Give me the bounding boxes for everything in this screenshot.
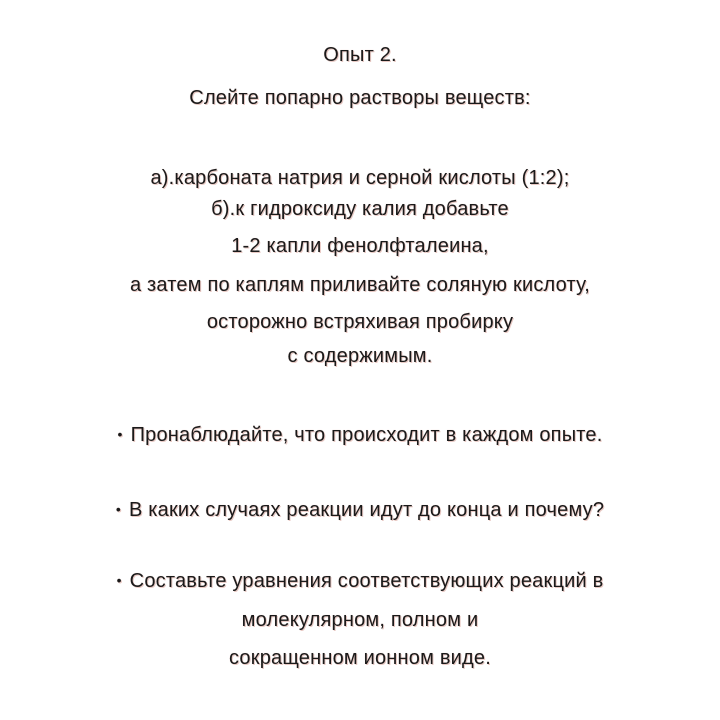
question-1 — [0, 422, 720, 449]
instruction-text: Слейте попарно растворы веществ: — [189, 87, 531, 109]
item-b-line3: а затем по каплям приливайте соляную кислоту, — [129, 274, 591, 296]
question-3-line2: молекулярном, полном и — [241, 609, 479, 631]
item-b-line1: б).к гидроксиду калия добавьте — [211, 198, 509, 220]
item-b-line2: 1-2 капли фенолфталеина, — [231, 235, 489, 257]
item-b-line4: осторожно встряхивая пробирку — [206, 311, 514, 333]
question-2 — [0, 497, 720, 524]
question-3-text: Составьте уравнения соответствующих реакций в — [129, 570, 604, 592]
item-b-line5: с содержимым. — [287, 345, 433, 367]
item-a: а).карбоната натрия и серной кислоты (1:2); — [150, 167, 570, 189]
question-2-text: В каких случаях реакции идут до конца и почему? — [128, 499, 605, 521]
bullet-dot: • — [115, 500, 121, 517]
bullet-dot: • — [116, 571, 122, 588]
experiment-title: Опыт 2. — [323, 44, 397, 66]
question-1-text: Пронаблюдайте, что происходит в каждом опыте. — [130, 424, 603, 446]
bullet-dot: • — [117, 425, 123, 442]
question-3-line3: сокращенном ионном виде. — [229, 647, 491, 669]
question-3 — [0, 568, 720, 595]
